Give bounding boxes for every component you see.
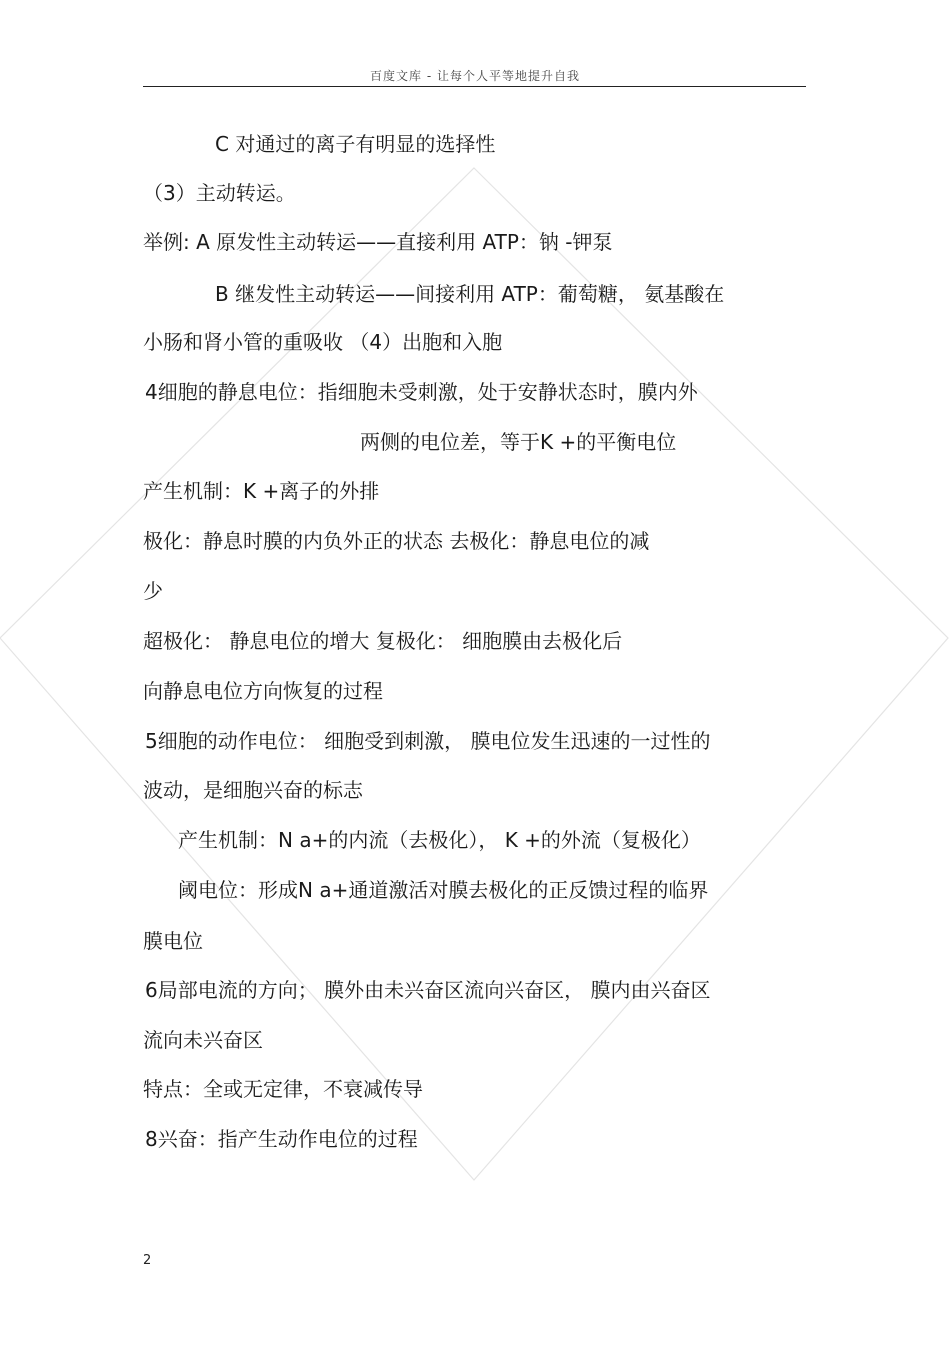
page-number: 2 (143, 1253, 152, 1268)
page-header: 百度文库 - 让每个人平等地提升自我 (370, 69, 580, 83)
header-divider (143, 86, 806, 87)
text-line-7: 两侧的电位差，等于K +的平衡电位 (360, 430, 677, 454)
text-line-3: 举例: A 原发性主动转运——直接利用 ATP：钠 -钾泵 (143, 230, 613, 254)
text-line-2: （3）主动转运。 (143, 181, 296, 205)
text-line-13: 5细胞的动作电位： 细胞受到刺激， 膜电位发生迅速的一过性的 (145, 729, 711, 753)
text-line-5: 小肠和肾小管的重吸收 （4）出胞和入胞 (143, 330, 503, 354)
text-line-19: 流向未兴奋区 (143, 1028, 263, 1052)
text-line-11: 超极化： 静息电位的增大 复极化： 细胞膜由去极化后 (143, 629, 623, 653)
text-line-16: 阈电位：形成N a+通道激活对膜去极化的正反馈过程的临界 (178, 878, 709, 902)
text-line-21: 8兴奋：指产生动作电位的过程 (145, 1127, 418, 1151)
text-line-4: B 继发性主动转运——间接利用 ATP：葡萄糖， 氨基酸在 (215, 282, 725, 306)
text-line-6: 4细胞的静息电位：指细胞未受刺激，处于安静状态时，膜内外 (145, 380, 698, 404)
text-line-9: 极化：静息时膜的内负外正的状态 去极化：静息电位的减 (143, 529, 650, 553)
text-line-20: 特点：全或无定律，不衰减传导 (143, 1077, 423, 1101)
text-line-10: 少 (143, 579, 163, 603)
text-line-1: C 对通过的离子有明显的选择性 (215, 132, 496, 156)
text-line-15: 产生机制：N a+的内流（去极化）， K +的外流（复极化） (178, 828, 701, 852)
text-line-8: 产生机制：K +离子的外排 (143, 479, 380, 503)
text-line-14: 波动，是细胞兴奋的标志 (143, 778, 363, 802)
text-line-12: 向静息电位方向恢复的过程 (143, 679, 383, 703)
text-line-17: 膜电位 (143, 929, 203, 953)
text-line-18: 6局部电流的方向； 膜外由未兴奋区流向兴奋区， 膜内由兴奋区 (145, 978, 711, 1002)
